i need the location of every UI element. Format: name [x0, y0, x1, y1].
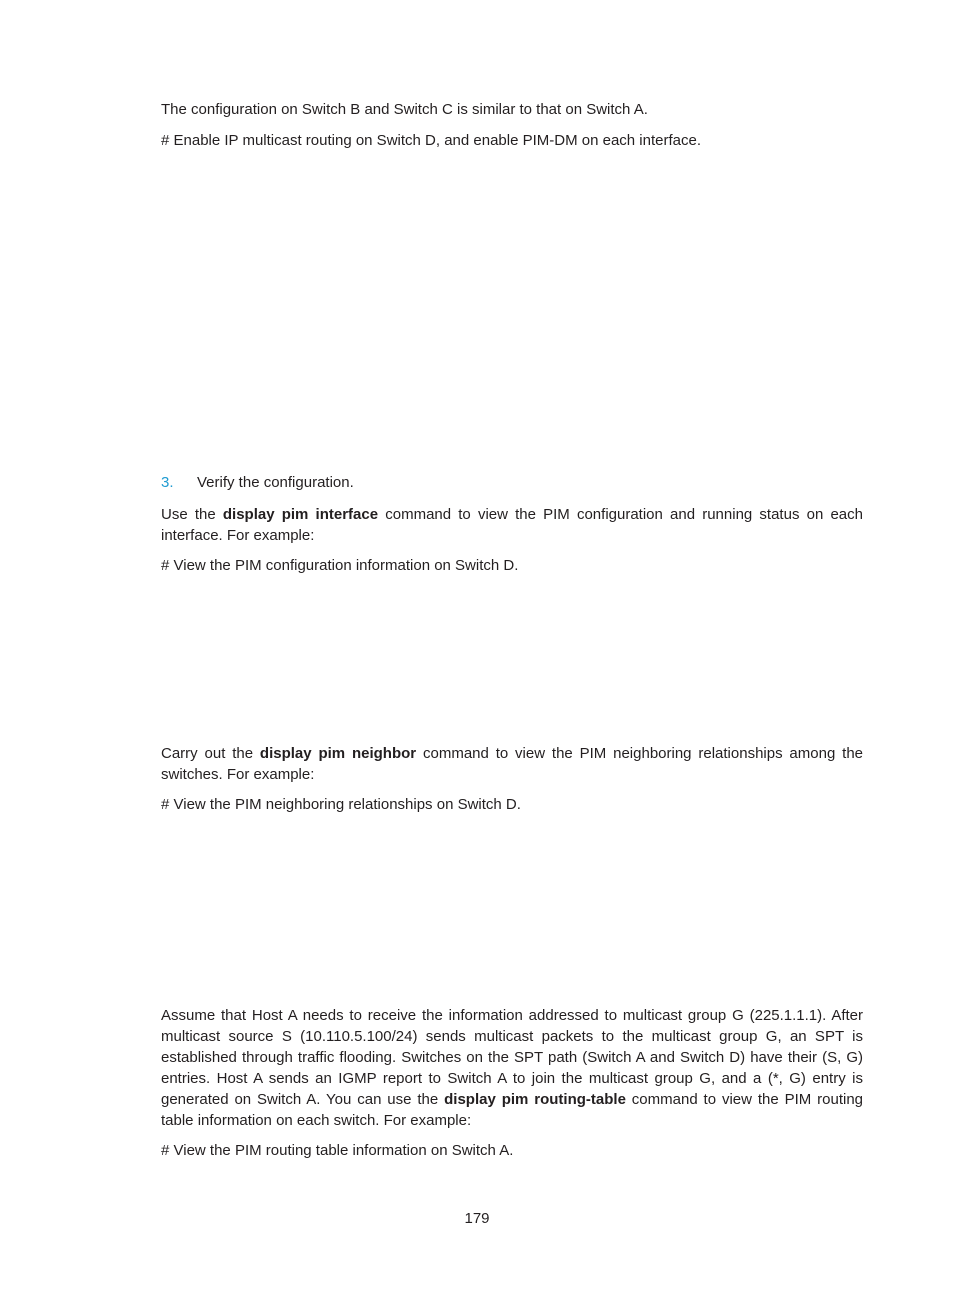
- paragraph-display-pim-interface: [161, 504, 863, 546]
- command-display-pim-interface: display pim interface: [222, 506, 379, 523]
- paragraph-view-pim-config-d: # View the PIM configuration information on Switch D.: [161, 557, 519, 574]
- paragraph-enable-switch-d: # Enable IP multicast routing on Switch D, and enable PIM-DM on each interface.: [161, 132, 702, 149]
- paragraph-view-routing-a: # View the PIM routing table information on Switch A.: [161, 1142, 514, 1159]
- text-use-the: Use the: [161, 506, 223, 523]
- text-neighbor-rest: command to view the PIM neighboring relationships among the switches. For example:: [161, 745, 863, 783]
- text-interface-rest: command to view the PIM configuration and running status on each interface. For example:: [161, 506, 863, 544]
- command-display-pim-routing-table: display pim routing-table: [444, 1091, 626, 1108]
- page-number: 179: [464, 1210, 490, 1227]
- step-text: Verify the configuration.: [197, 474, 354, 491]
- text-carry-out-the: Carry out the: [161, 745, 260, 762]
- text-assume-part2: command to view the PIM routing table information on each switch. For example:: [161, 1091, 863, 1129]
- paragraph-view-neighbor-d: # View the PIM neighboring relationships on Switch D.: [161, 796, 521, 813]
- step-number: 3.: [161, 474, 174, 491]
- paragraph-assume-host-a: [161, 1005, 863, 1131]
- paragraph-config-similar: The configuration on Switch B and Switch C is similar to that on Switch A.: [161, 101, 648, 118]
- text-assume-part1: Assume that Host A needs to receive the information addressed to multicast group G (225.1.1.1). After multicast source S (10.110.5.100/24) sends multicast packets to the multicast group G, an SPT is established through traffic flooding. Switches on the SPT path (Switch A and Switch D) have their (S, G) entries. Host A sends an IGMP report to Switch A to join the multicast group G, and a (*, G) entry is generated on Switch A. You can use the: [161, 1007, 863, 1108]
- paragraph-display-pim-neighbor: [161, 743, 863, 785]
- command-display-pim-neighbor: display pim neighbor: [259, 745, 417, 762]
